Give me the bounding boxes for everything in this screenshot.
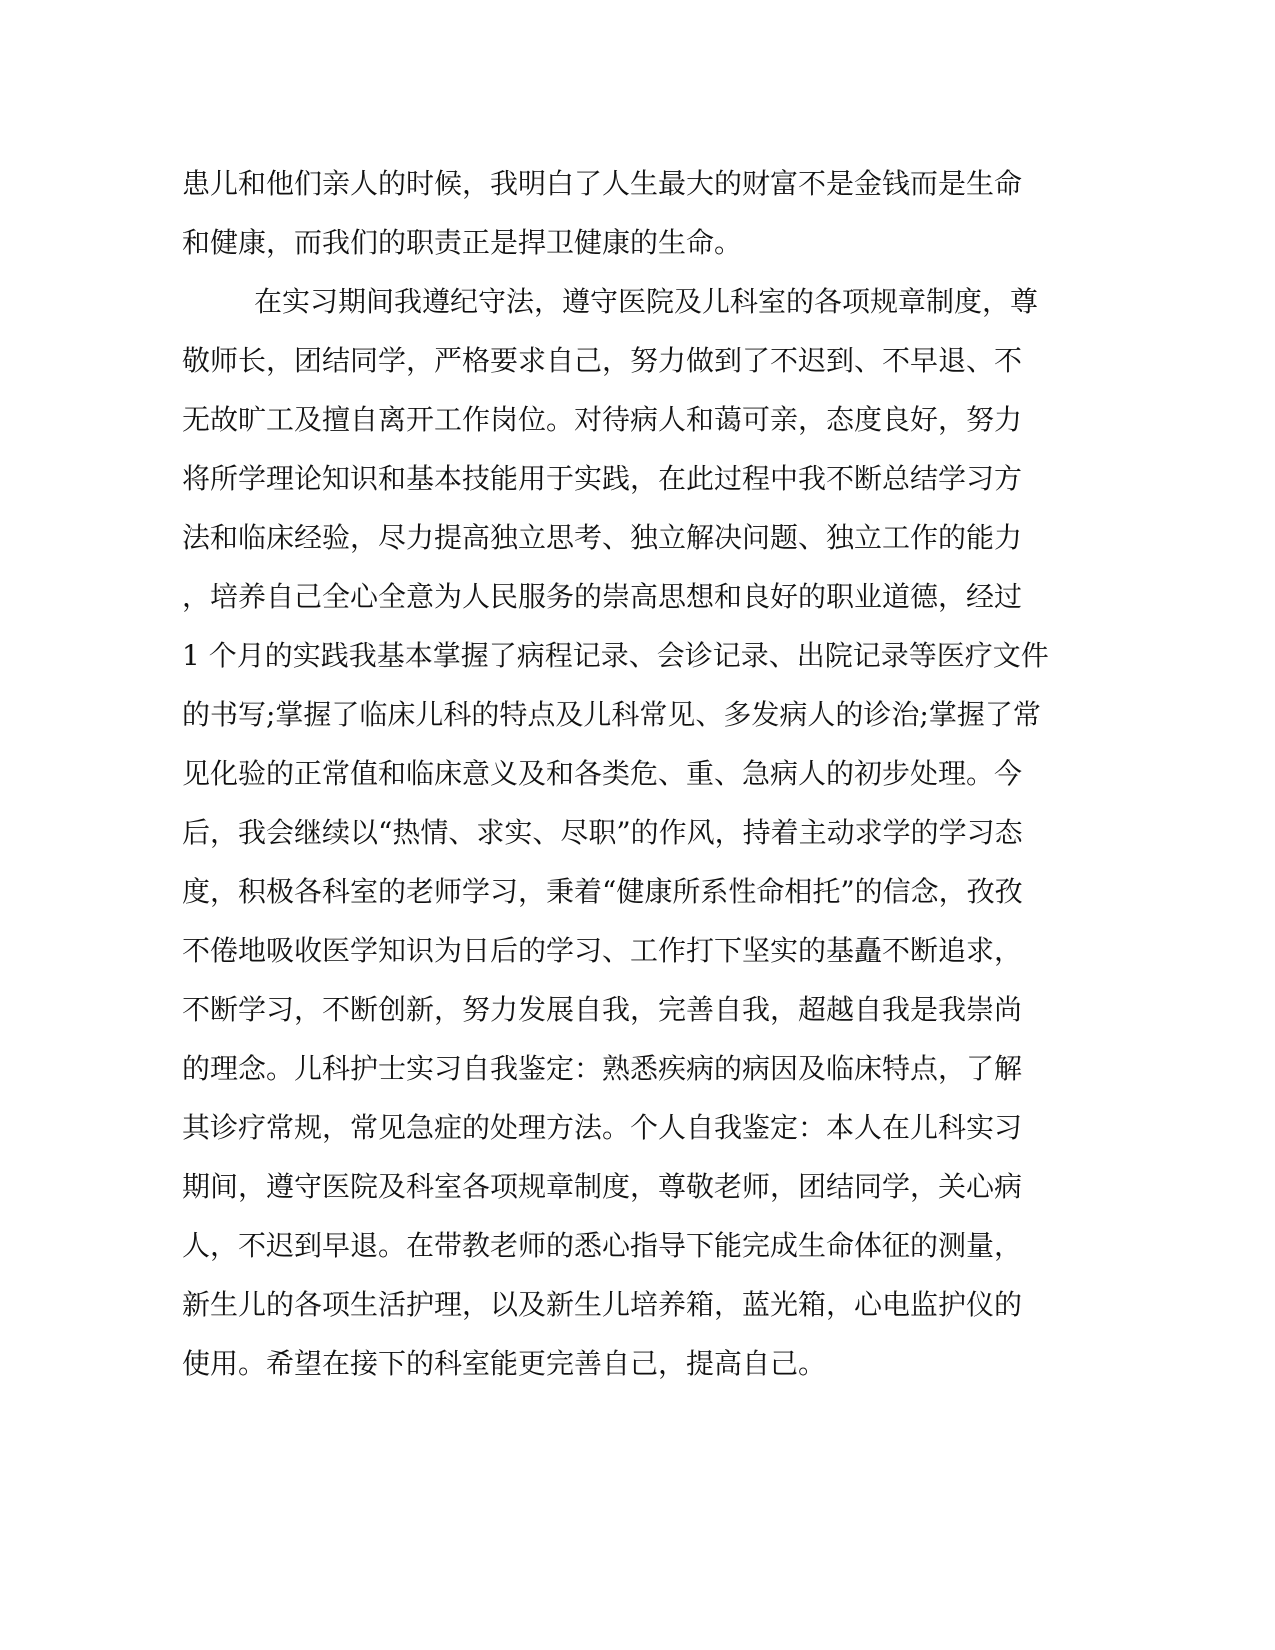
text-line: 患儿和他们亲人的时候，我明白了人生最大的财富不是金钱而是生命: [182, 167, 1023, 200]
text-line: 无故旷工及擅自离开工作岗位。对待病人和蔼可亲，态度良好，努力: [182, 403, 1023, 436]
text-line: 1 个月的实践我基本掌握了病程记录、会诊记录、出院记录等医疗文件: [182, 639, 1049, 672]
text-line: 将所学理论知识和基本技能用于实践，在此过程中我不断总结学习方: [182, 462, 1023, 495]
text-line: 新生儿的各项生活护理，以及新生儿培养箱，蓝光箱，心电监护仪的: [182, 1288, 1023, 1321]
body-text: [182, 154, 1049, 1393]
text-line: 使用。希望在接下的科室能更完善自己，提高自己。: [182, 1347, 827, 1380]
text-line: 人，不迟到早退。在带教老师的悉心指导下能完成生命体征的测量，: [182, 1229, 1023, 1262]
text-line: 和健康，而我们的职责正是捍卫健康的生命。: [182, 226, 743, 259]
paragraph-first-line: 在实习期间我遵纪守法，遵守医院及儿科室的各项规章制度，尊: [254, 285, 1039, 318]
text-line: 见化验的正常值和临床意义及和各类危、重、急病人的初步处理。今: [182, 757, 1023, 790]
text-line: 后，我会继续以“热情、求实、尽职”的作风，持着主动求学的学习态: [182, 816, 1023, 849]
text-line: 不倦地吸收医学知识为日后的学习、工作打下坚实的基矗不断追求，: [182, 934, 1023, 967]
text-line: 敬师长，团结同学，严格要求自己，努力做到了不迟到、不早退、不: [182, 344, 1023, 377]
text-line: 不断学习，不断创新，努力发展自我，完善自我，超越自我是我崇尚: [182, 993, 1023, 1026]
text-line: 法和临床经验，尽力提高独立思考、独立解决问题、独立工作的能力: [182, 521, 1023, 554]
text-line: 其诊疗常规，常见急症的处理方法。个人自我鉴定：本人在儿科实习: [182, 1111, 1023, 1144]
text-line: 的理念。儿科护士实习自我鉴定：熟悉疾病的病因及临床特点，了解: [182, 1052, 1023, 1085]
text-line: 度，积极各科室的老师学习，秉着“健康所系性命相托”的信念，孜孜: [182, 875, 1023, 908]
text-line: ，培养自己全心全意为人民服务的崇高思想和良好的职业道德，经过: [182, 580, 1023, 613]
text-line: 的书写;掌握了临床儿科的特点及儿科常见、多发病人的诊治;掌握了常: [182, 698, 1041, 731]
text-line: 期间，遵守医院及科室各项规章制度，尊敬老师，团结同学，关心病: [182, 1170, 1023, 1203]
